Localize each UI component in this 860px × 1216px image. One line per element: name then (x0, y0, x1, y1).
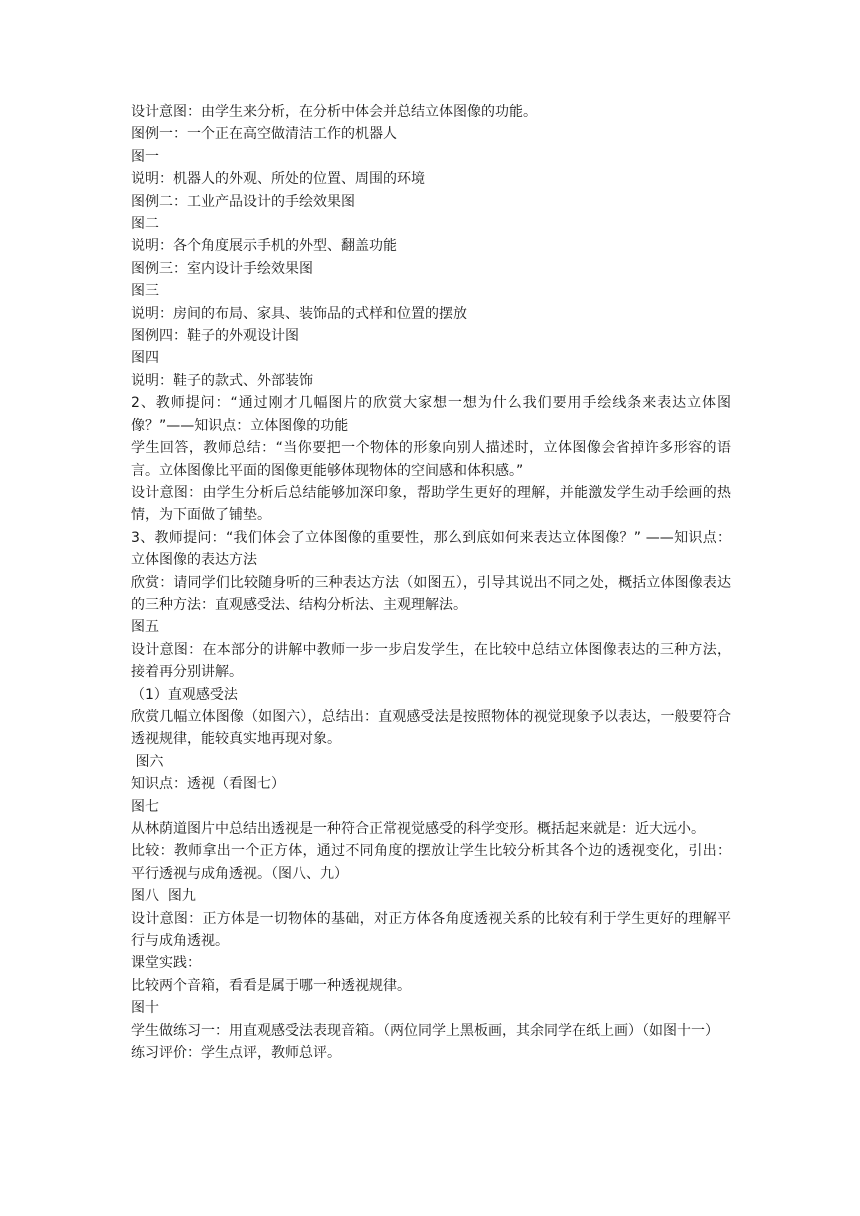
figure-caption: 图三 (131, 283, 159, 300)
paragraph: 比较两个音箱，看看是属于哪一种透视规律。 (131, 977, 411, 994)
paragraph: 欣赏几幅立体图像（如图六），总结出：直观感受法是按照物体的视觉现象予以表达，一般要符合透视规律，能较真实地再现对象。 (131, 708, 731, 748)
paragraph: 设计意图：在本部分的讲解中教师一步一步启发学生，在比较中总结立体图像表达的三种方法，接着再分别讲解。 (131, 641, 731, 681)
paragraph: 课堂实践： (131, 955, 201, 972)
paragraph: 比较：教师拿出一个正方体，通过不同角度的摆放让学生比较分析其各个边的透视变化，引出：平行透视与成角透视。（图八、九） (131, 843, 731, 882)
document-body (131, 101, 731, 1064)
paragraph: 说明：机器人的外观、所处的位置、周围的环境 (131, 171, 425, 188)
paragraph: 图例四：鞋子的外观设计图 (131, 328, 299, 345)
section-heading: （1）直观感受法 (131, 686, 238, 703)
paragraph: 图例三：室内设计手绘效果图 (131, 260, 313, 277)
paragraph: 学生回答，教师总结：“当你要把一个物体的形象向别人描述时，立体图像会省掉许多形容的语言。立体图像比平面的图像更能够体现物体的空间感和体积感。” (131, 440, 731, 479)
figure-caption: 图十 (131, 1000, 159, 1017)
paragraph: 学生做练习一：用直观感受法表现音箱。（两位同学上黑板画，其余同学在纸上画）（如图十一） (131, 1022, 719, 1039)
figure-caption: 图四 (131, 350, 159, 367)
paragraph: 2、教师提问：“通过刚才几幅图片的欣赏大家想一想为什么我们要用手绘线条来表达立体图像？”——知识点：立体图像的功能 (131, 395, 731, 434)
paragraph: 欣赏：请同学们比较随身听的三种表达方法（如图五），引导其说出不同之处，概括立体图像表达的三种方法：直观感受法、结构分析法、主观理解法。 (131, 574, 731, 613)
paragraph: 说明：房间的布局、家具、装饰品的式样和位置的摆放 (131, 305, 467, 322)
figure-caption: 图六 (131, 753, 164, 770)
figure-caption: 图一 (131, 148, 159, 165)
figure-caption: 图七 (131, 798, 159, 815)
paragraph: 图例二：工业产品设计的手绘效果图 (131, 193, 355, 210)
figure-caption: 图二 (131, 216, 159, 233)
paragraph: 知识点：透视（看图七） (131, 776, 285, 793)
paragraph: 说明：各个角度展示手机的外型、翻盖功能 (131, 238, 397, 255)
paragraph: 设计意图：由学生分析后总结能够加深印象，帮助学生更好的理解，并能激发学生动手绘画的热情，为下面做了铺垫。 (131, 484, 731, 524)
paragraph: 从林荫道图片中总结出透视是一种符合正常视觉感受的科学变形。概括起来就是：近大远小。 (131, 821, 705, 837)
figure-caption: 图五 (131, 619, 159, 636)
paragraph: 设计意图：正方体是一切物体的基础，对正方体各角度透视关系的比较有利于学生更好的理解平行与成角透视。 (131, 910, 731, 950)
paragraph: 3、教师提问：“我们体会了立体图像的重要性，那么到底如何来表达立体图像？” ——知识点：立体图像的表达方法 (131, 529, 731, 569)
paragraph: 设计意图：由学生来分析，在分析中体会并总结立体图像的功能。 (131, 104, 537, 120)
figure-caption: 图八 图九 (131, 888, 196, 905)
paragraph: 说明：鞋子的款式、外部装饰 (131, 372, 313, 389)
paragraph: 图例一：一个正在高空做清洁工作的机器人 (131, 126, 397, 143)
paragraph: 练习评价：学生点评，教师总评。 (131, 1045, 341, 1062)
